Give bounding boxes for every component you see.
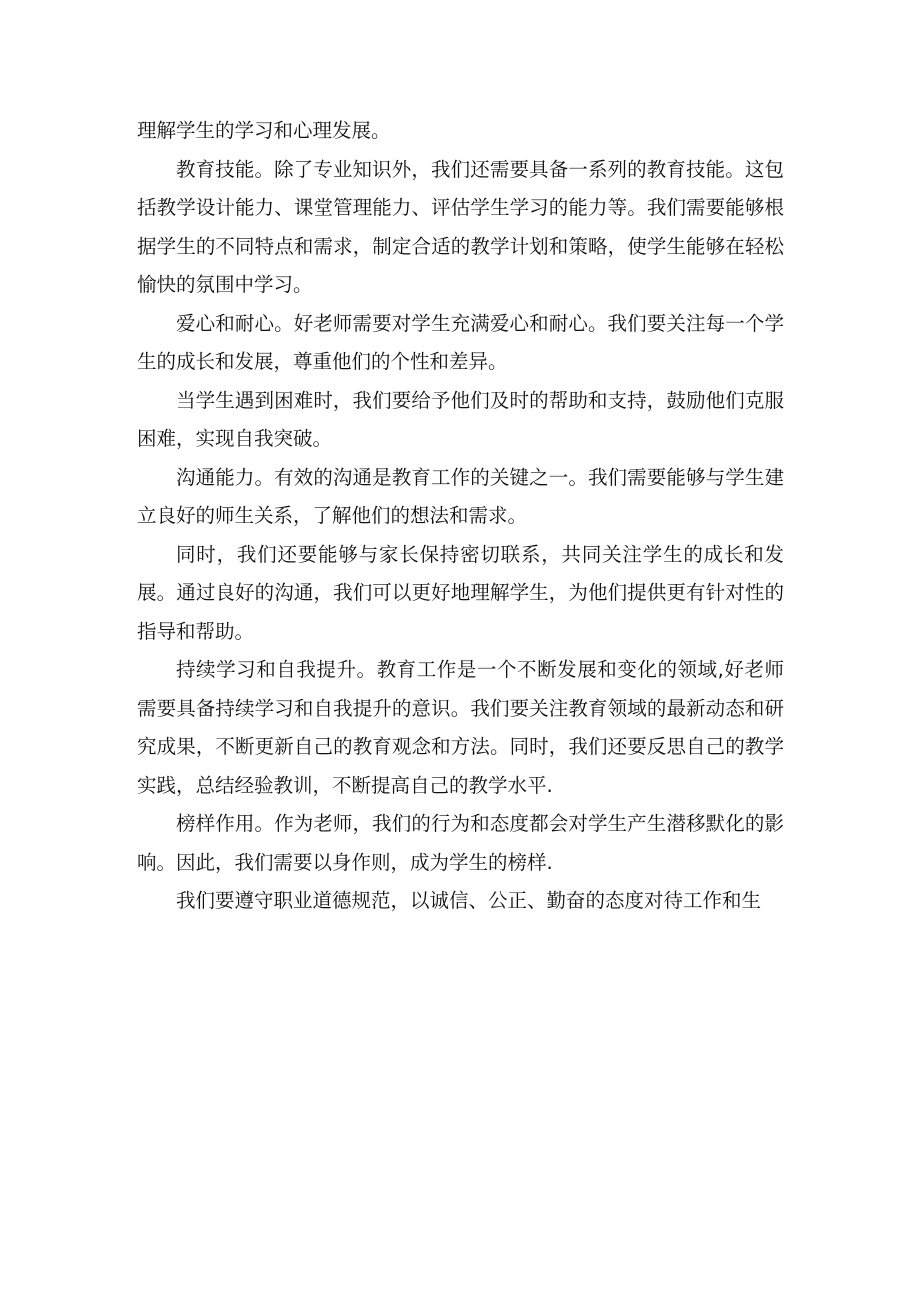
paragraph-9: 我们要遵守职业道德规范，以诚信、公正、勤奋的态度对待工作和生 bbox=[176, 889, 762, 912]
paragraph-3: 爱心和耐心。好老师需要对学生充满爱心和耐心。我们要关注每一个学生的成长和发展，尊重他们的个性和差异。 bbox=[137, 311, 784, 373]
paragraph-4: 当学生遇到困难时，我们要给予他们及时的帮助和支持，鼓励他们克服困难，实现自我突破。 bbox=[137, 388, 784, 450]
paragraph-2: 教育技能。除了专业知识外，我们还需要具备一系列的教育技能。这包括教学设计能力、课堂管理能力、评估学生学习的能力等。我们需要能够根据学生的不同特点和需求，制定合适的教学计划和策略，使学生能够在轻松愉快的氛围中学习。 bbox=[137, 157, 784, 296]
document-body bbox=[137, 112, 784, 921]
paragraph-6: 同时，我们还要能够与家长保持密切联系，共同关注学生的成长和发展。通过良好的沟通，我们可以更好地理解学生，为他们提供更有针对性的指导和帮助。 bbox=[137, 542, 784, 643]
paragraph-5: 沟通能力。有效的沟通是教育工作的关键之一。我们需要能够与学生建立良好的师生关系，了解他们的想法和需求。 bbox=[137, 465, 784, 527]
paragraph-7: 持续学习和自我提升。教育工作是一个不断发展和变化的领域,好老师需要具备持续学习和自我提升的意识。我们要关注教育领域的最新动态和研究成果，不断更新自己的教育观念和方法。同时，我们还要反思自己的教学实践，总结经验教训，不断提高自己的教学水平. bbox=[137, 658, 784, 797]
paragraph-8: 榜样作用。作为老师，我们的行为和态度都会对学生产生潜移默化的影响。因此，我们需要以身作则，成为学生的榜样. bbox=[137, 812, 784, 874]
paragraph-1: 理解学生的学习和心理发展。 bbox=[137, 119, 391, 142]
